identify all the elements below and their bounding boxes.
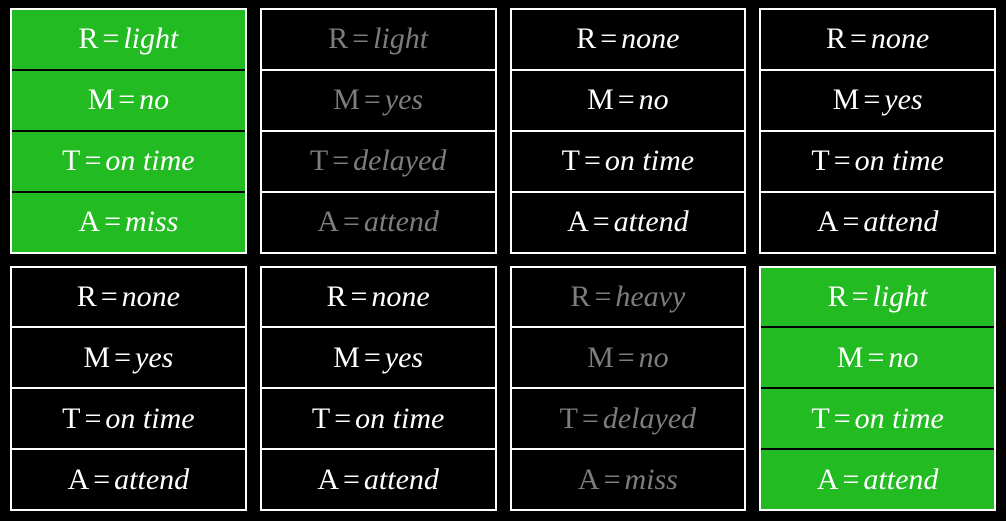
scenario-row-equals: = — [833, 401, 851, 435]
scenario-row — [512, 450, 745, 509]
scenario-row-key: A — [67, 462, 90, 496]
scenario-row — [12, 10, 245, 71]
scenario-row — [512, 389, 745, 450]
scenario-row — [761, 328, 994, 389]
scenario-row-equals: = — [84, 401, 102, 435]
scenario-row — [512, 10, 745, 71]
scenario-row-value: no — [888, 340, 919, 374]
scenario-row-equals: = — [104, 205, 121, 239]
scenario-row-key: T — [559, 401, 578, 435]
scenario-row — [761, 10, 994, 71]
scenario-card — [510, 266, 747, 512]
scenario-row-key: R — [328, 22, 349, 56]
scenario-row-equals: = — [584, 144, 601, 178]
scenario-row-value: on time — [604, 144, 695, 178]
scenario-row-key: A — [567, 205, 589, 239]
scenario-row-value: attend — [114, 462, 190, 496]
scenario-row-key: R — [78, 22, 99, 56]
scenario-row-value: delayed — [602, 401, 697, 435]
scenario-row-equals: = — [867, 340, 885, 374]
scenario-row — [512, 132, 745, 193]
scenario-row-value: attend — [363, 462, 439, 496]
scenario-row-key: A — [317, 205, 339, 239]
scenario-row-value: light — [123, 22, 179, 56]
scenario-row-key: T — [309, 144, 329, 178]
scenario-row — [512, 193, 745, 252]
scenario-row — [12, 71, 245, 132]
scenario-row — [512, 71, 745, 132]
scenario-row — [262, 71, 495, 132]
scenario-row-value: none — [371, 279, 430, 313]
scenario-row-equals: = — [118, 83, 136, 117]
scenario-row-equals: = — [594, 279, 612, 313]
scenario-row-equals: = — [581, 401, 599, 435]
scenario-row-equals: = — [84, 144, 102, 178]
scenario-row-equals: = — [93, 462, 111, 496]
scenario-row-value: delayed — [353, 144, 447, 178]
scenario-row-value: miss — [624, 462, 678, 496]
scenario-row-equals: = — [100, 279, 118, 313]
scenario-row-value: attend — [863, 462, 939, 496]
scenario-row-value: none — [621, 22, 680, 56]
scenario-row-equals: = — [102, 22, 120, 56]
scenario-row-key: T — [561, 144, 580, 178]
scenario-row — [262, 193, 495, 252]
scenario-row-equals: = — [343, 462, 360, 496]
scenario-row-key: T — [811, 144, 830, 178]
scenario-row — [12, 450, 245, 509]
scenario-row-value: attend — [863, 205, 939, 239]
scenario-card — [10, 266, 247, 512]
scenario-row — [262, 268, 495, 329]
scenario-row-value: no — [139, 83, 170, 117]
scenario-row-value: on time — [355, 401, 445, 435]
scenario-row-key: A — [816, 462, 839, 496]
scenario-row-key: T — [62, 401, 81, 435]
scenario-row-value: on time — [105, 144, 195, 178]
scenario-row — [12, 389, 245, 450]
scenario-row-key: M — [836, 340, 864, 374]
scenario-row — [761, 193, 994, 252]
scenario-row-equals: = — [833, 144, 851, 178]
scenario-row-equals: = — [332, 144, 350, 178]
scenario-card — [759, 266, 996, 512]
scenario-row — [12, 268, 245, 329]
scenario-row-equals: = — [603, 462, 621, 496]
scenario-row-equals: = — [350, 279, 368, 313]
scenario-row — [262, 450, 495, 509]
scenario-row-equals: = — [334, 401, 352, 435]
scenario-row-value: on time — [105, 401, 195, 435]
scenario-row-key: A — [577, 462, 600, 496]
scenario-row-key: M — [587, 340, 614, 374]
scenario-row-value: yes — [884, 83, 923, 117]
scenario-row-value: attend — [363, 205, 439, 239]
scenario-card — [510, 8, 747, 254]
scenario-row — [761, 132, 994, 193]
scenario-row-value: yes — [384, 83, 424, 117]
scenario-row-equals: = — [363, 83, 381, 117]
scenario-row-key: M — [87, 83, 115, 117]
scenario-row-key: A — [78, 205, 101, 239]
scenario-card — [260, 8, 497, 254]
scenario-row-equals: = — [851, 279, 869, 313]
scenario-row-key: R — [827, 279, 848, 313]
scenario-row-equals: = — [850, 22, 867, 56]
scenario-row-value: no — [638, 340, 669, 374]
scenario-row-key: R — [76, 279, 97, 313]
scenario-row — [761, 389, 994, 450]
scenario-row — [761, 268, 994, 329]
scenario-row-key: M — [333, 340, 360, 374]
scenario-row — [262, 132, 495, 193]
scenario-row-value: on time — [854, 401, 944, 435]
scenario-row — [262, 389, 495, 450]
scenario-row-value: attend — [613, 205, 689, 239]
scenario-row-equals: = — [842, 205, 860, 239]
scenario-row-key: T — [811, 401, 830, 435]
scenario-row — [262, 328, 495, 389]
scenario-row — [12, 132, 245, 193]
scenario-row-equals: = — [600, 22, 618, 56]
scenario-row — [761, 71, 994, 132]
scenario-card — [759, 8, 996, 254]
scenario-row-equals: = — [114, 340, 132, 374]
scenario-row-value: miss — [124, 205, 179, 239]
scenario-row-equals: = — [617, 340, 635, 374]
scenario-row-equals: = — [352, 22, 370, 56]
scenario-row-equals: = — [363, 340, 381, 374]
scenario-row-key: A — [317, 462, 339, 496]
scenario-row-value: heavy — [615, 279, 686, 313]
scenario-row-key: A — [816, 205, 839, 239]
scenario-row-value: none — [121, 279, 180, 313]
scenario-card — [260, 266, 497, 512]
scenario-row-equals: = — [863, 83, 881, 117]
scenario-row-key: M — [83, 340, 111, 374]
scenario-row-key: T — [62, 144, 81, 178]
scenario-row-value: yes — [135, 340, 174, 374]
scenario-row-equals: = — [343, 205, 360, 239]
scenario-card — [10, 8, 247, 254]
scenario-row-key: R — [570, 279, 591, 313]
scenario-row-equals: = — [842, 462, 860, 496]
scenario-row-equals: = — [592, 205, 610, 239]
scenario-row-key: R — [576, 22, 597, 56]
scenario-row — [12, 193, 245, 252]
scenario-row-key: M — [587, 83, 614, 117]
scenario-row-key: M — [832, 83, 860, 117]
scenario-row — [12, 328, 245, 389]
scenario-row-key: R — [326, 279, 347, 313]
scenario-row — [512, 328, 745, 389]
scenario-row — [512, 268, 745, 329]
scenario-row — [262, 10, 495, 71]
scenario-row-key: T — [311, 401, 331, 435]
scenario-row-value: light — [373, 22, 429, 56]
scenario-row-key: M — [333, 83, 360, 117]
scenario-row — [761, 450, 994, 509]
scenario-row-value: light — [872, 279, 928, 313]
scenario-row-key: R — [825, 22, 846, 56]
scenario-row-value: yes — [384, 340, 424, 374]
scenario-row-equals: = — [617, 83, 635, 117]
scenario-row-value: none — [870, 22, 930, 56]
scenario-row-value: on time — [854, 144, 944, 178]
scenario-row-value: no — [638, 83, 669, 117]
